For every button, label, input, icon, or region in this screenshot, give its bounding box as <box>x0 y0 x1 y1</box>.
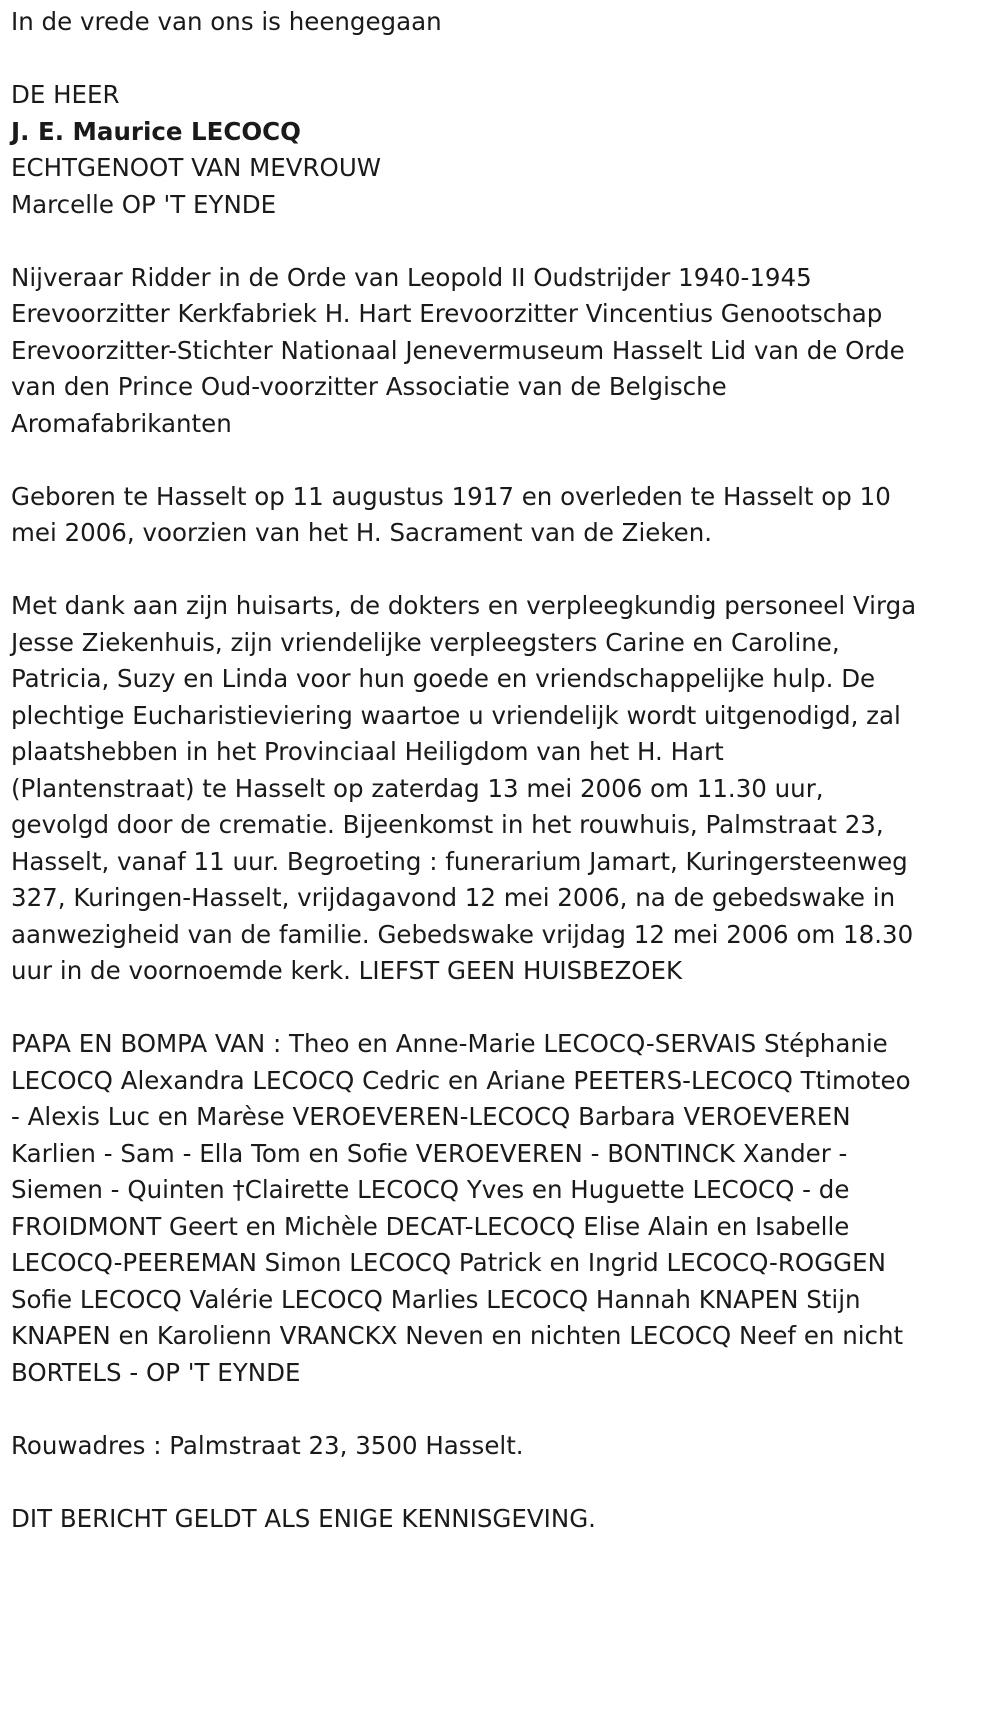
text-line: van den Prince Oud-voorzitter Associatie van de Belgische <box>11 372 727 401</box>
text-line: aanwezigheid van de familie. Gebedswake vrijdag 12 mei 2006 om 18.30 <box>11 919 914 949</box>
text-line: Met dank aan zijn huisarts, de dokters en verpleegkundig personeel Virga <box>11 591 917 620</box>
text-line: LECOCQ-PEEREMAN Simon LECOCQ Patrick en Ingrid LECOCQ-ROGGEN <box>11 1248 886 1277</box>
text-line: Hasselt, vanaf 11 uur. Begroeting : funerarium Jamart, Kuringersteenweg <box>11 846 908 876</box>
birth-death-paragraph <box>11 479 990 552</box>
deceased-name: J. E. Maurice LECOCQ <box>11 116 301 146</box>
text-line: LECOCQ Alexandra LECOCQ Cedric en Ariane PEETERS-LECOCQ Ttimoteo <box>11 1065 911 1095</box>
text-line: BORTELS - OP 'T EYNDE <box>11 1357 301 1387</box>
text-line: Sofie LECOCQ Valérie LECOCQ Marlies LECOCQ Hannah KNAPEN Stijn <box>11 1284 861 1314</box>
spouse-line-2: Marcelle OP 'T EYNDE <box>11 189 277 219</box>
text-line: (Plantenstraat) te Hasselt op zaterdag 13 mei 2006 om 11.30 uur, <box>11 773 824 803</box>
text-line: mei 2006, voorzien van het H. Sacrament van de Zieken. <box>11 518 713 547</box>
text-line: Aromafabrikanten <box>11 408 232 438</box>
honorific: DE HEER <box>11 80 120 109</box>
spacer <box>11 223 990 260</box>
family-paragraph <box>11 1026 990 1391</box>
mourning-address: Rouwadres : Palmstraat 23, 3500 Hasselt. <box>11 1430 524 1460</box>
text-line: Erevoorzitter Kerkfabriek H. Hart Erevoorzitter Vincentius Genootschap <box>11 299 883 328</box>
text-line: PAPA EN BOMPA VAN : Theo en Anne-Marie LECOCQ-SERVAIS Stéphanie <box>11 1029 888 1058</box>
official-notice: DIT BERICHT GELDT ALS ENIGE KENNISGEVING. <box>11 1503 596 1533</box>
text-line: Geboren te Hasselt op 11 augustus 1917 en overleden te Hasselt op 10 <box>11 481 891 511</box>
spacer <box>11 1391 990 1428</box>
titles-paragraph <box>11 260 990 443</box>
spacer <box>11 1464 990 1501</box>
intro-text: In de vrede van ons is heengegaan <box>11 7 442 36</box>
text-line: Siemen - Quinten †Clairette LECOCQ Yves en Huguette LECOCQ - de <box>11 1175 850 1204</box>
service-paragraph <box>11 588 990 990</box>
text-line: Jesse Ziekenhuis, zijn vriendelijke verpleegsters Carine en Caroline, <box>11 627 840 657</box>
spacer <box>11 990 990 1027</box>
text-line: uur in de voornoemde kerk. LIEFST GEEN HUISBEZOEK <box>11 956 683 985</box>
text-line: KNAPEN en Karolienn VRANCKX Neven en nichten LECOCQ Neef en nicht <box>11 1321 904 1350</box>
text-line: Patricia, Suzy en Linda voor hun goede en vriendschappelijke hulp. De <box>11 664 876 693</box>
text-line: Erevoorzitter-Stichter Nationaal Jenevermuseum Hasselt Lid van de Orde <box>11 335 905 365</box>
text-line: plaatshebben in het Provinciaal Heiligdom van het H. Hart <box>11 737 724 766</box>
spacer <box>11 41 990 78</box>
spouse-line-1: ECHTGENOOT VAN MEVROUW <box>11 153 382 182</box>
text-line: 327, Kuringen-Hasselt, vrijdagavond 12 mei 2006, na de gebedswake in <box>11 883 896 912</box>
text-line: gevolgd door de crematie. Bijeenkomst in het rouwhuis, Palmstraat 23, <box>11 810 884 839</box>
text-line: Nijveraar Ridder in de Orde van Leopold II Oudstrijder 1940-1945 <box>11 262 812 292</box>
text-line: Karlien - Sam - Ella Tom en Sofie VEROEVEREN - BONTINCK Xander - <box>11 1138 848 1168</box>
spacer <box>11 442 990 479</box>
text-line: - Alexis Luc en Marèse VEROEVEREN-LECOCQ Barbara VEROEVEREN <box>11 1102 851 1131</box>
spacer <box>11 552 990 589</box>
text-line: FROIDMONT Geert en Michèle DECAT-LECOCQ Elise Alain en Isabelle <box>11 1211 850 1241</box>
text-line: plechtige Eucharistieviering waartoe u vriendelijk wordt uitgenodigd, zal <box>11 700 901 730</box>
